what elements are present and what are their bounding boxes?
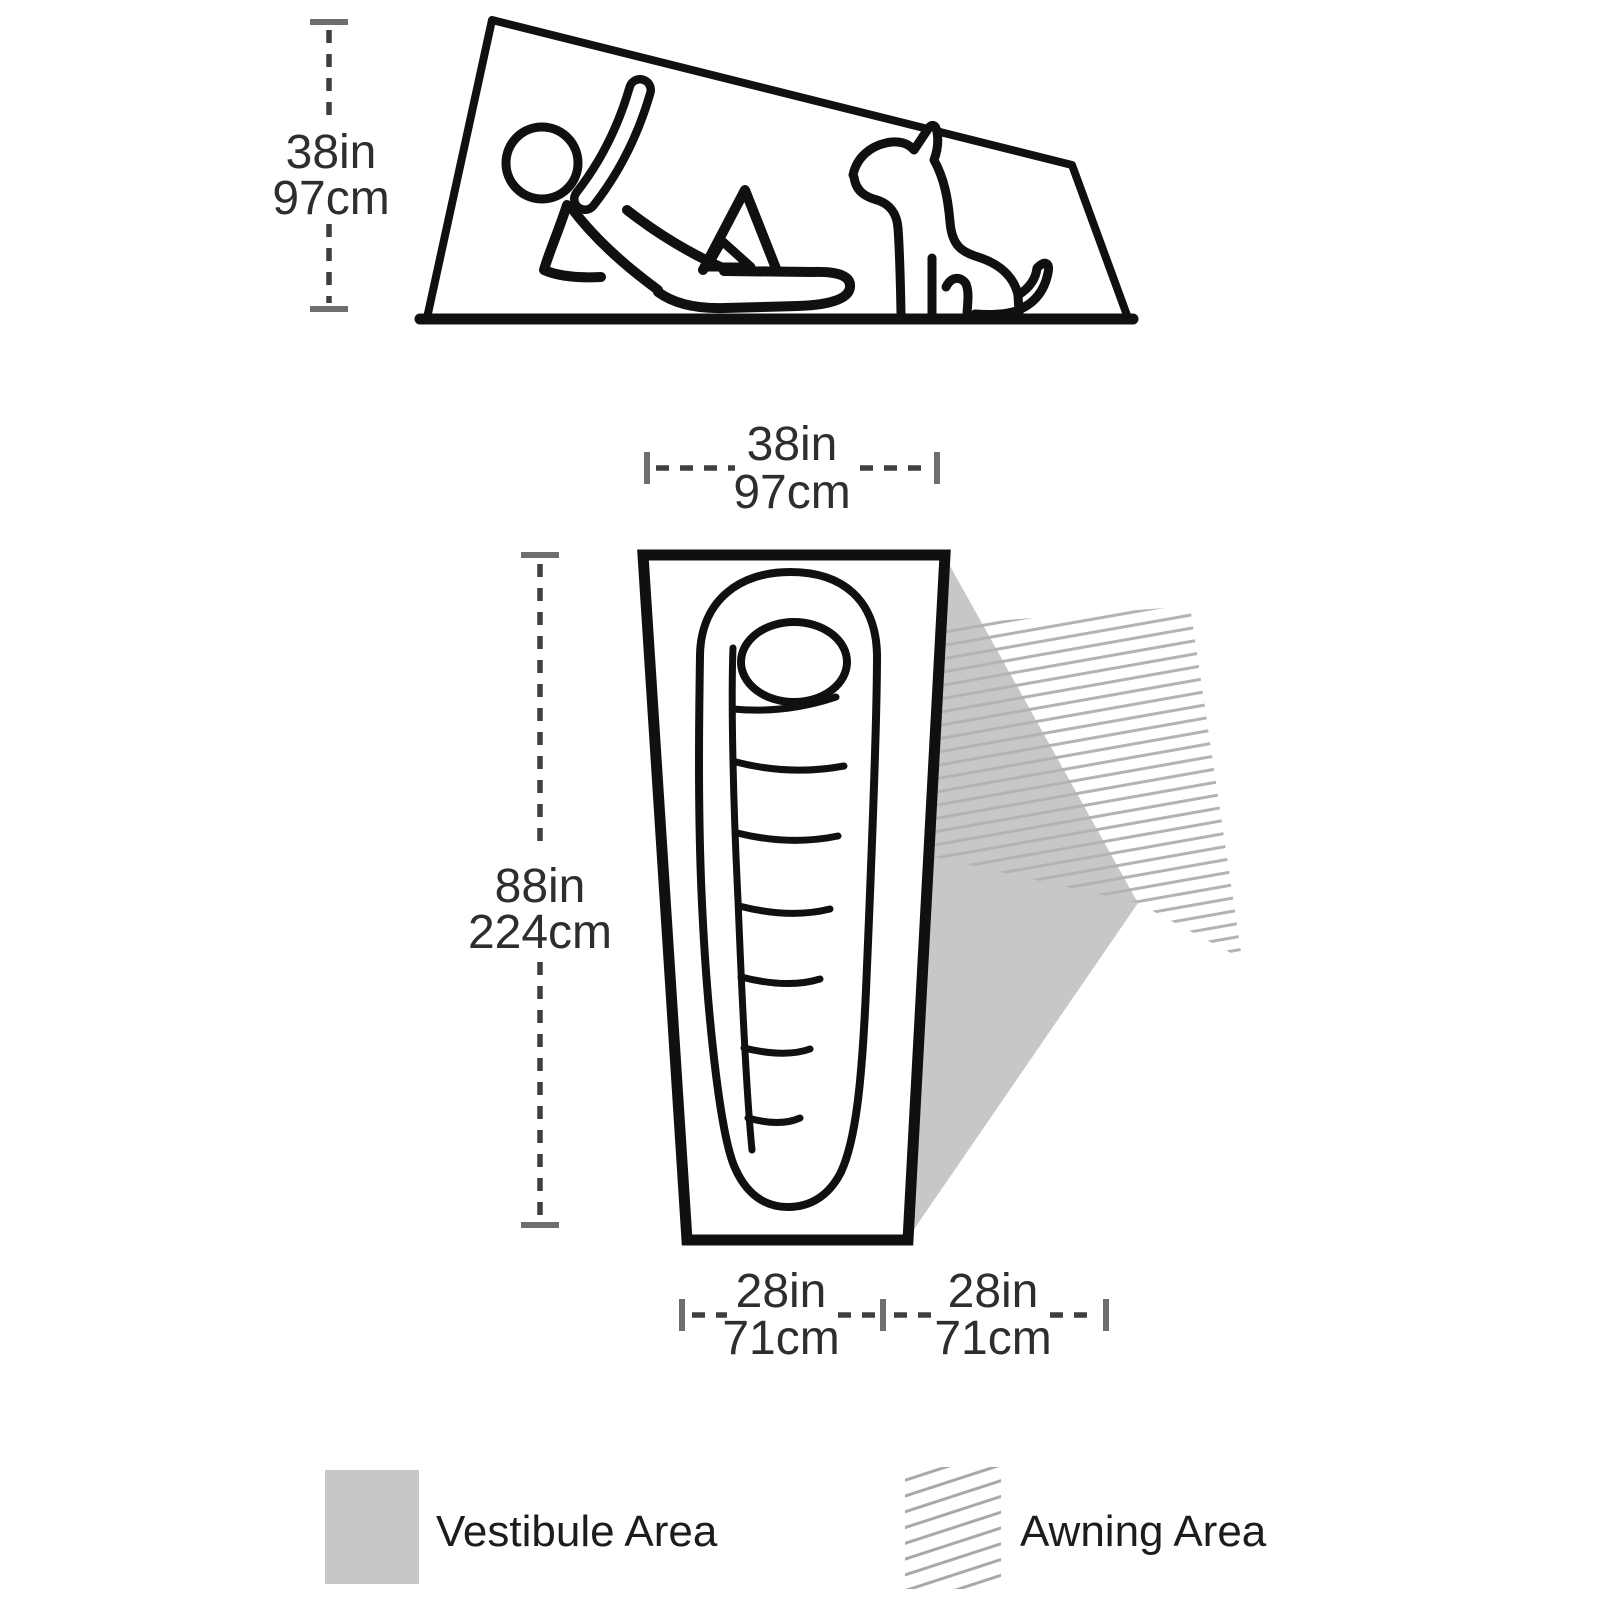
awning-legend-label: Awning Area	[1020, 1507, 1267, 1556]
floor-length-inches: 88in	[494, 860, 586, 913]
dimension-tick	[934, 452, 940, 484]
awning-swatch	[905, 1467, 1001, 1589]
side-view	[272, 19, 1133, 319]
side-height-dimension	[272, 19, 389, 312]
dog-chest-front-leg	[854, 177, 901, 313]
vestibule-legend-label: Vestibule Area	[436, 1507, 718, 1556]
dog-paw	[946, 278, 968, 313]
floor-width-cm: 97cm	[733, 466, 851, 519]
vestibule-swatch	[325, 1470, 419, 1584]
floor-width-inches: 38in	[746, 418, 838, 471]
dimension-cap	[521, 1222, 559, 1228]
floor-length-cm: 224cm	[467, 906, 613, 959]
dimension-tick	[1103, 1299, 1109, 1331]
dimension-cap	[310, 19, 348, 25]
legend	[325, 1467, 1267, 1589]
floor-bottom-width-inches: 28in	[735, 1265, 827, 1318]
vestibule-width-inches: 28in	[947, 1265, 1039, 1318]
floor-width-dimension	[644, 418, 940, 519]
dimension-tick	[644, 452, 650, 484]
dimension-cap	[310, 306, 348, 312]
side-height-cm: 97cm	[272, 172, 390, 225]
floor-bottom-width-cm: 71cm	[722, 1312, 840, 1365]
dimension-tick	[880, 1299, 886, 1331]
dimension-cap	[521, 552, 559, 558]
dimension-tick	[679, 1299, 685, 1331]
floor-length-dimension	[468, 552, 612, 1228]
side-height-inches: 38in	[285, 126, 377, 179]
floor-plan	[468, 418, 1242, 1365]
person-head	[506, 127, 578, 199]
person-legs	[658, 271, 850, 308]
person-icon	[506, 90, 850, 308]
vestibule-width-cm: 71cm	[934, 1312, 1052, 1365]
tent-floor-outline	[643, 555, 945, 1240]
floor-bottom-dimensions	[679, 1265, 1109, 1365]
